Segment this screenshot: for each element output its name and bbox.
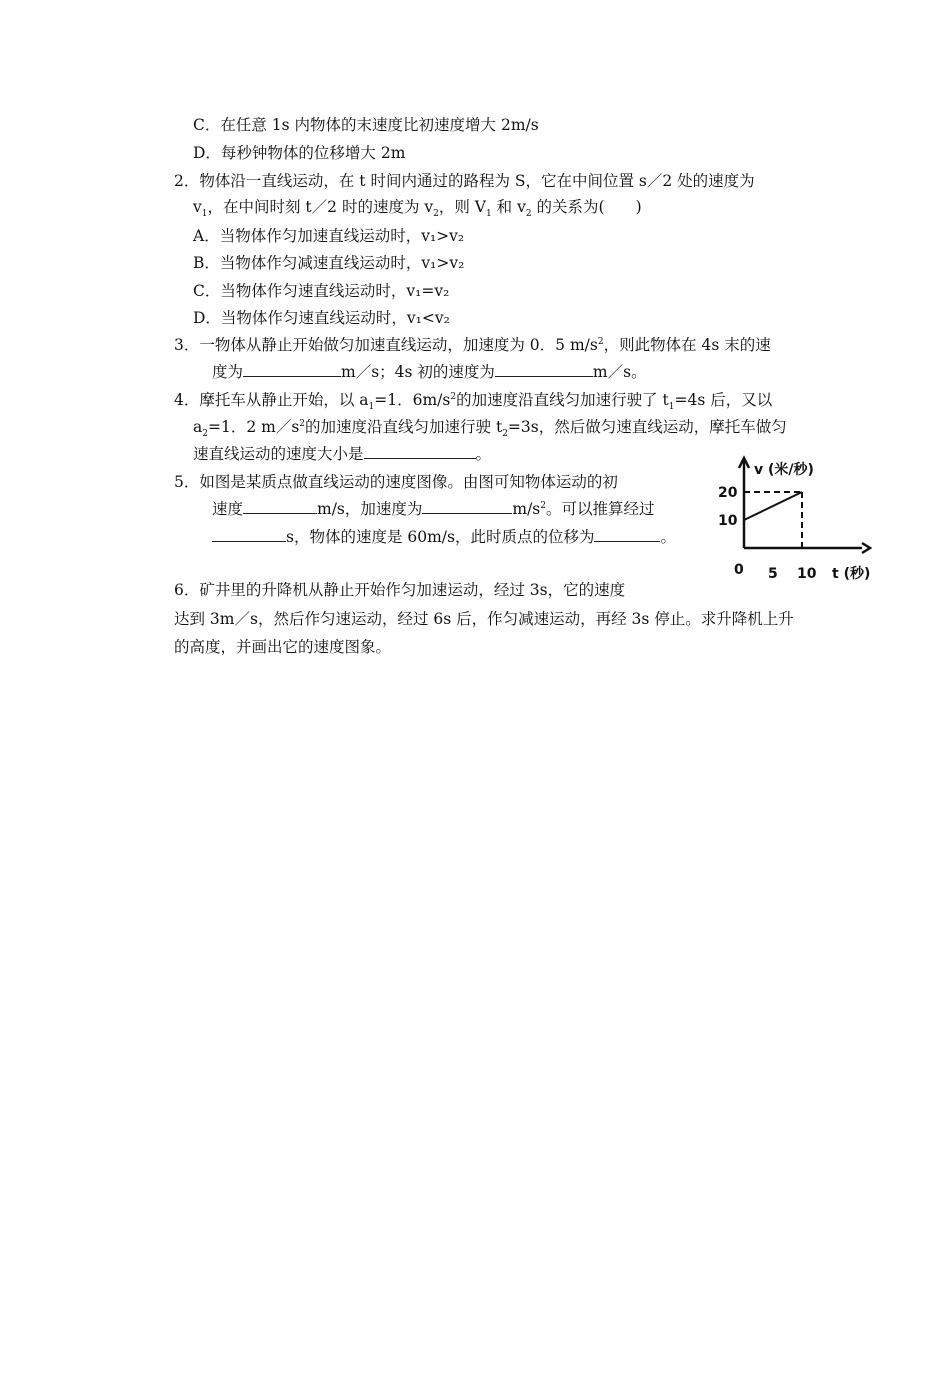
q2-option-a: A．当物体作匀加速直线运动时，v₁>v₂ [193, 227, 465, 245]
x-axis-label: t (秒) [832, 566, 871, 582]
x-tick-label: 10 [797, 566, 817, 582]
q3-blank-1[interactable] [243, 362, 341, 377]
q2-option-d: D．当物体作匀速直线运动时，v₁<v₂ [193, 309, 450, 327]
q6-line2: 达到 3m／s，然后作匀速运动，经过 6s 后，作匀减速运动，再经 3s 停止。求升降机上升 [174, 610, 794, 628]
q4-blank[interactable] [364, 444, 476, 459]
q4-line3: 速直线运动的速度大小是 。 [193, 445, 492, 463]
velocity-series-line [744, 492, 802, 520]
q5-blank-1[interactable] [243, 499, 317, 514]
q6-line1: 6．矿井里的升降机从静止开始作匀加速运动，经过 3s，它的速度 [174, 581, 626, 599]
q1-option-c: C．在任意 1s 内物体的末速度比初速度增大 2m/s [193, 116, 539, 134]
origin-label: 0 [734, 562, 744, 578]
q2-option-c: C．当物体作匀速直线运动时，v₁=v₂ [193, 282, 450, 300]
q6-line3: 的高度，并画出它的速度图象。 [174, 638, 392, 656]
q5-blank-2[interactable] [422, 499, 512, 514]
q4-line2: $a_2=1$．2 $m/s^2$的加速度沿直线匀加速行驶 $t_2=3s$，然后做匀速直线运动，摩托车做匀 [193, 418, 787, 440]
x-tick-label: 5 [768, 566, 778, 582]
y-tick-label: 10 [718, 513, 738, 529]
x-axis-arrow [862, 543, 870, 553]
q5-line2: 速度 m/s，加速度为 $m/s^2$。可以推算经过 [212, 500, 655, 518]
q5-line3: s，物体的速度是 60m/s，此时质点的位移为 。 [212, 527, 676, 547]
q5-blank-3[interactable] [212, 527, 286, 542]
q5-line1: 5．如图是某质点做直线运动的速度图像。由图可知物体运动的初 [174, 473, 618, 491]
q2-option-b: B．当物体作匀减速直线运动时，v₁>v₂ [193, 254, 465, 272]
y-tick-label: 20 [718, 485, 738, 501]
q5-blank-4[interactable] [594, 527, 660, 542]
q3-line1: 3．一物体从静止开始做匀加速直线运动，加速度为 0．5 $m/s^2$，则此物体在 4s 末的速 [174, 336, 771, 354]
q2-stem-line1: 2．物体沿一直线运动，在 t 时间内通过的路程为 S，它在中间位置 s／2 处的速度为 [174, 172, 755, 190]
y-axis-label: v (米/秒) [754, 462, 814, 478]
q3-line2: 度为 m／s；4s 初的速度为 m／s。 [212, 363, 647, 381]
q1-option-d: D．每秒钟物体的位移增大 2m [193, 144, 406, 162]
q2-stem-line2: $v_1$，在中间时刻 t／2 时的速度为 $v_2$，则 $V_1$ 和 $v_2$ 的关系为( ) [193, 198, 642, 220]
q4-line1: 4．摩托车从静止开始，以 $a_1=1$．$6m/s^2$的加速度沿直线匀加速行驶了 $t_1=4s$ 后，又以 [174, 391, 773, 413]
velocity-time-chart [712, 448, 887, 593]
q3-blank-2[interactable] [495, 362, 593, 377]
